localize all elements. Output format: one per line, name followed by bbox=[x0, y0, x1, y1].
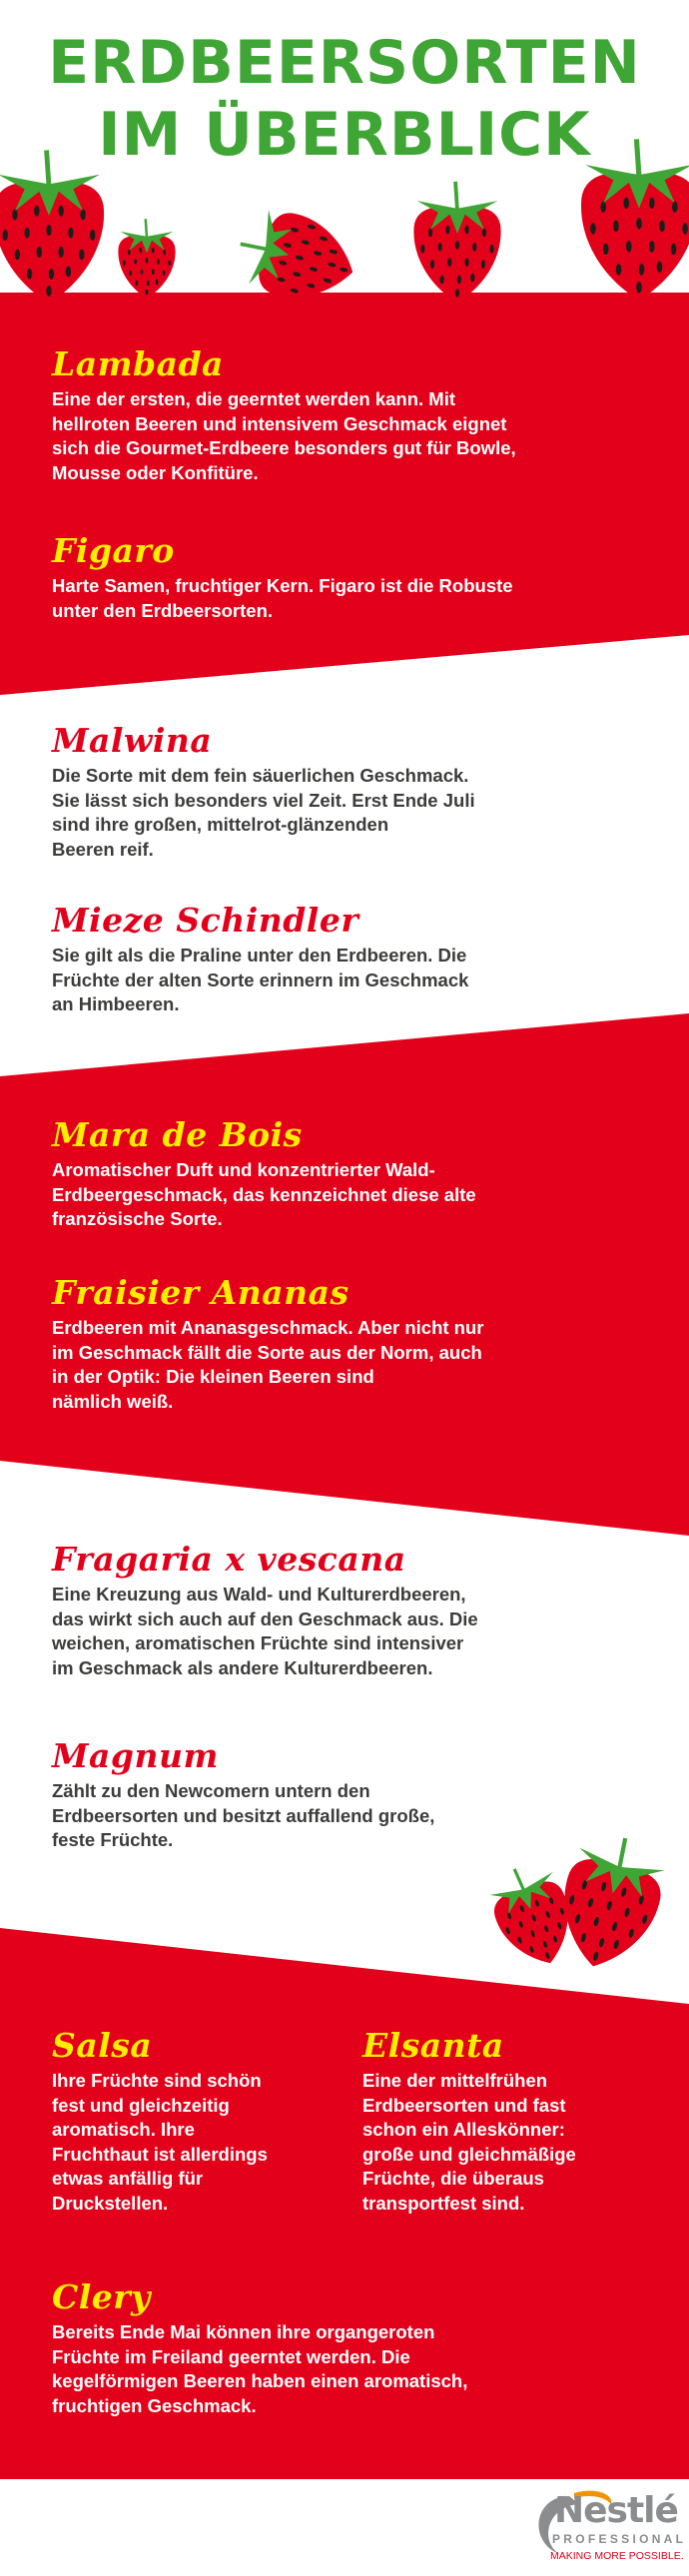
variety-name: Figaro bbox=[52, 531, 175, 570]
variety-description: Eine Kreuzung aus Wald- und Kulturerdbeeren, das wirkt sich auch auf den Geschmack aus. Die weichen, aromatischen Früchte sind intensiver im Geschmack als andere Kulturerdbeeren. bbox=[52, 1584, 478, 1678]
variety-magnum bbox=[52, 1737, 611, 1853]
variety-mara-de-bois bbox=[52, 1116, 611, 1232]
page-title-line-2: IM ÜBERBLICK bbox=[98, 100, 591, 170]
variety-fragaria-x-vescana bbox=[52, 1541, 611, 1680]
variety-description: Die Sorte mit dem fein säuerlichen Geschmack. Sie lässt sich besonders viel Zeit. Erst Ende Juli sind ihre großen, mittelrot-glänzenden Beeren reif. bbox=[52, 765, 475, 860]
variety-description: Zählt zu den Newcomern untern den Erdbeersorten und besitzt auffallend große, feste Früchte. bbox=[52, 1780, 435, 1850]
strawberry-icon bbox=[118, 219, 175, 298]
variety-name: Elsanta bbox=[362, 2026, 504, 2065]
variety-name: Clery bbox=[52, 2277, 151, 2316]
variety-name: Fragaria x vescana bbox=[52, 1540, 406, 1579]
page-title-line-1: ERDBEERSORTEN bbox=[48, 28, 641, 98]
variety-salsa bbox=[52, 2027, 342, 2216]
variety-name: Lambada bbox=[52, 344, 224, 383]
variety-lambada bbox=[52, 345, 611, 485]
variety-clery bbox=[52, 2278, 611, 2418]
variety-figaro bbox=[52, 532, 611, 623]
variety-name: Mara de Bois bbox=[52, 1115, 303, 1154]
variety-elsanta bbox=[362, 2027, 652, 2216]
logo-subtitle: PROFESSIONAL bbox=[552, 2532, 687, 2546]
strawberry-icon bbox=[413, 182, 500, 303]
strawberry-icon bbox=[0, 150, 104, 303]
variety-description: Eine der ersten, die geerntet werden kann. Mit hellroten Beeren und intensivem Geschmack eignet sich die Gourmet-Erdbeere besonders gut für Bowle, Mousse oder Konfitüre. bbox=[52, 388, 516, 483]
variety-name: Malwina bbox=[52, 721, 213, 760]
variety-description: Bereits Ende Mai können ihre organgeroten Früchte im Freiland geerntet werden. Die kegelförmigen Beeren haben einen aromatisch, fruchtigen Geschmack. bbox=[52, 2321, 468, 2416]
variety-name: Mieze Schindler bbox=[52, 901, 359, 940]
variety-fraisier-ananas bbox=[52, 1274, 611, 1414]
variety-description: Erdbeeren mit Ananasgeschmack. Aber nicht nur im Geschmack fällt die Sorte aus der Norm, auch in der Optik: Die kleinen Beeren sind nämlich weiß. bbox=[52, 1317, 484, 1412]
variety-name: Salsa bbox=[52, 2026, 153, 2065]
variety-description: Ihre Früchte sind schön fest und gleichzeitig aromatisch. Ihre Fruchthaut ist allerdings etwas anfällig für Druckstellen. bbox=[52, 2070, 268, 2214]
nestle-professional-logo bbox=[524, 2488, 687, 2570]
variety-description: Eine der mittelfrühen Erdbeersorten und fast schon ein Alleskönner: große und gleichmäßige Früchte, die überaus transportfest sind. bbox=[362, 2070, 576, 2214]
variety-name: Magnum bbox=[52, 1736, 219, 1775]
variety-name: Fraisier Ananas bbox=[52, 1273, 349, 1312]
variety-description: Aromatischer Duft und konzentrierter Wald- Erdbeergeschmack, das kennzeichnet diese alte französische Sorte. bbox=[52, 1159, 476, 1229]
variety-description: Sie gilt als die Praline unter den Erdbeeren. Die Früchte der alten Sorte erinnern im Geschmack an Himbeeren. bbox=[52, 945, 469, 1014]
logo-tagline: MAKING MORE POSSIBLE. bbox=[550, 2550, 684, 2562]
variety-mieze-schindler bbox=[52, 902, 611, 1017]
variety-malwina bbox=[52, 722, 611, 862]
variety-description: Harte Samen, fruchtiger Kern. Figaro ist die Robuste unter den Erdbeersorten. bbox=[52, 575, 513, 621]
logo-brand: Nestlé bbox=[554, 2490, 678, 2531]
